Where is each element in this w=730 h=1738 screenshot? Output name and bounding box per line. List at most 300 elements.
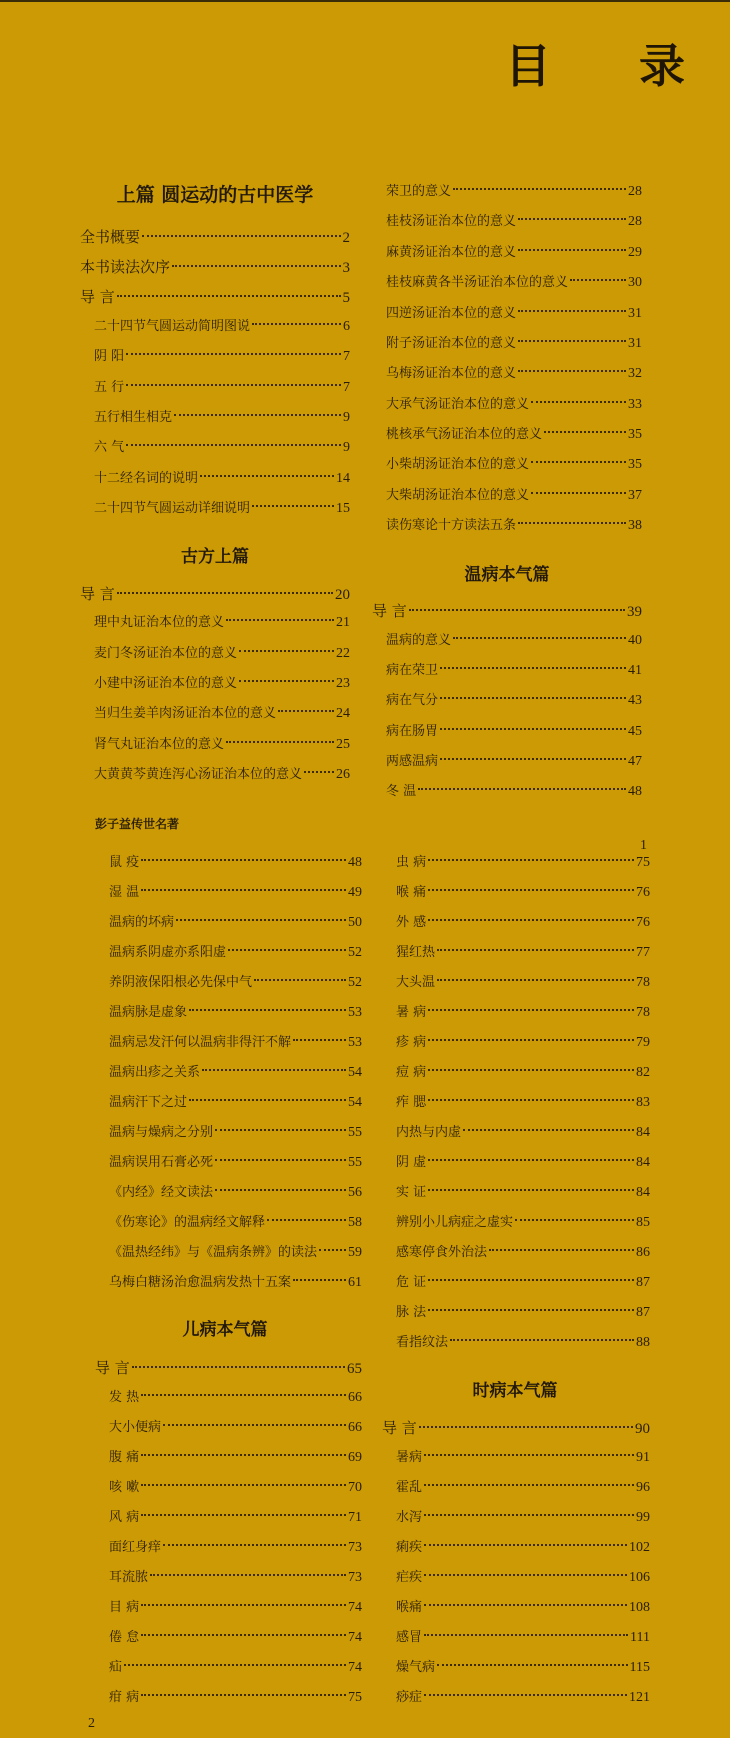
toc-entry[interactable] [396, 1182, 650, 1204]
dot-leader [189, 1099, 346, 1101]
toc-entry-title: 湿 温 [109, 885, 140, 900]
toc-entry-page: 76 [636, 885, 650, 900]
top-border [0, 0, 730, 2]
toc-entry-title: 疳 病 [109, 1690, 140, 1705]
dot-leader [518, 218, 626, 220]
toc-entry-title: 导 言 [80, 585, 115, 603]
toc-entry-title: 温病脉是虚象 [109, 1005, 188, 1020]
dot-leader [252, 505, 334, 507]
dot-leader [141, 1484, 346, 1486]
dot-leader [424, 1484, 634, 1486]
toc-entry-page: 85 [636, 1215, 650, 1230]
toc-entry-title: 病在荣卫 [386, 663, 439, 678]
toc-entry[interactable] [109, 1182, 362, 1204]
toc-entry-page: 20 [335, 587, 350, 603]
toc-entry[interactable] [396, 1302, 650, 1324]
toc-entry[interactable] [109, 1567, 362, 1589]
toc-entry-page: 7 [343, 349, 350, 364]
toc-entry[interactable] [386, 485, 642, 507]
toc-entry-title: 大承气汤证治本位的意义 [386, 397, 530, 412]
toc-entry-title: 咳 嗽 [109, 1480, 140, 1495]
dot-leader [489, 1249, 634, 1251]
dot-leader [239, 650, 334, 652]
toc-entry[interactable] [396, 1597, 650, 1619]
toc-entry-title: 外 感 [396, 915, 427, 930]
toc-entry-title: 暑 病 [396, 1005, 427, 1020]
toc-entry-page: 90 [635, 1421, 650, 1437]
toc-entry[interactable] [396, 1627, 650, 1649]
toc-entry-title: 辨别小儿病症之虚实 [396, 1215, 514, 1230]
toc-entry-title: 温病系阴虚亦系阳虚 [109, 945, 227, 960]
toc-entry-page: 77 [636, 945, 650, 960]
toc-entry[interactable] [386, 751, 642, 773]
toc-entry-title: 荣卫的意义 [386, 184, 452, 199]
toc-entry[interactable] [109, 1122, 362, 1144]
toc-entry[interactable] [396, 1092, 650, 1114]
toc-entry-page: 99 [636, 1510, 650, 1525]
toc-entry-title: 大柴胡汤证治本位的意义 [386, 488, 530, 503]
toc-entry[interactable] [386, 721, 642, 743]
toc-entry[interactable] [396, 1062, 650, 1084]
page-number-top: 1 [640, 838, 647, 853]
toc-entry-page: 54 [348, 1065, 362, 1080]
dot-leader [409, 609, 625, 611]
toc-entry-page: 96 [636, 1480, 650, 1495]
toc-entry-page: 15 [336, 501, 350, 516]
toc-entry-title: 麻黄汤证治本位的意义 [386, 245, 517, 260]
toc-entry-page: 108 [629, 1600, 650, 1615]
toc-entry-page: 6 [343, 319, 350, 334]
toc-entry[interactable] [396, 1537, 650, 1559]
toc-entry-page: 84 [636, 1125, 650, 1140]
toc-entry-title: 肾气丸证治本位的意义 [94, 737, 225, 752]
toc-entry-title: 耳流脓 [109, 1570, 149, 1585]
dot-leader [428, 1069, 634, 1071]
toc-entry[interactable] [109, 1062, 362, 1084]
dot-leader [126, 353, 341, 355]
toc-entry-page: 50 [348, 915, 362, 930]
toc-entry-page: 84 [636, 1185, 650, 1200]
toc-entry-page: 54 [348, 1095, 362, 1110]
toc-entry-title: 风 病 [109, 1510, 140, 1525]
toc-entry[interactable] [109, 1477, 362, 1499]
toc-entry-title: 全书概要 [80, 228, 141, 246]
toc-entry-page: 59 [348, 1245, 362, 1260]
toc-entry[interactable] [396, 1212, 650, 1234]
toc-entry-page: 52 [348, 945, 362, 960]
toc-entry[interactable] [382, 1417, 650, 1439]
dot-leader [174, 414, 341, 416]
toc-entry-title: 感冒 [396, 1630, 423, 1645]
dot-leader [463, 1129, 634, 1131]
toc-entry-title: 疝 [109, 1660, 123, 1675]
dot-leader [202, 1069, 346, 1071]
toc-entry-title: 痄 腮 [396, 1095, 427, 1110]
toc-entry-page: 37 [628, 488, 642, 503]
toc-entry[interactable] [94, 764, 350, 786]
toc-entry[interactable] [109, 882, 362, 904]
dot-leader [141, 1514, 346, 1516]
toc-entry-title: 冬 温 [386, 784, 417, 799]
toc-entry[interactable] [109, 912, 362, 934]
toc-entry-page: 28 [628, 214, 642, 229]
toc-entry[interactable] [94, 703, 350, 725]
toc-entry-page: 84 [636, 1155, 650, 1170]
toc-entry[interactable] [396, 1122, 650, 1144]
toc-entry-page: 66 [348, 1390, 362, 1405]
dot-leader [117, 592, 333, 594]
toc-entry-page: 49 [348, 885, 362, 900]
dot-leader [304, 771, 334, 773]
toc-entry[interactable] [109, 1152, 362, 1174]
dot-leader [518, 522, 626, 524]
toc-entry-page: 39 [627, 604, 642, 620]
toc-entry-title: 腹 痛 [109, 1450, 140, 1465]
toc-entry-page: 45 [628, 724, 642, 739]
toc-entry-title: 内热与内虚 [396, 1125, 462, 1140]
dot-leader [450, 1339, 634, 1341]
toc-entry[interactable] [94, 377, 350, 399]
toc-entry-title: 附子汤证治本位的意义 [386, 336, 517, 351]
toc-entry[interactable] [94, 612, 350, 634]
toc-entry[interactable] [109, 1597, 362, 1619]
dot-leader [428, 1279, 634, 1281]
toc-entry-title: 痧症 [396, 1690, 423, 1705]
toc-entry[interactable] [109, 1687, 362, 1709]
toc-entry-page: 79 [636, 1035, 650, 1050]
dot-leader [141, 859, 346, 861]
toc-entry[interactable] [386, 272, 642, 294]
toc-entry-title: 温病的意义 [386, 633, 452, 648]
section-heading: 古方上篇 [181, 547, 249, 567]
dot-leader [428, 859, 634, 861]
toc-entry[interactable] [386, 394, 642, 416]
toc-entry[interactable] [94, 316, 350, 338]
toc-entry[interactable] [94, 734, 350, 756]
toc-entry-page: 61 [348, 1275, 362, 1290]
dot-leader [252, 323, 341, 325]
toc-entry-title: 四逆汤证治本位的意义 [386, 306, 517, 321]
toc-entry[interactable] [109, 1537, 362, 1559]
toc-entry-page: 52 [348, 975, 362, 990]
toc-entry-title: 感寒停食外治法 [396, 1245, 488, 1260]
toc-entry-title: 两感温病 [386, 754, 439, 769]
toc-entry-page: 74 [348, 1600, 362, 1615]
dot-leader [428, 1009, 634, 1011]
dot-leader [424, 1454, 634, 1456]
toc-entry-page: 78 [636, 1005, 650, 1020]
toc-entry[interactable] [109, 1002, 362, 1024]
dot-leader [141, 1394, 346, 1396]
toc-entry[interactable] [386, 303, 642, 325]
toc-entry[interactable] [94, 643, 350, 665]
toc-entry-title: 阴 阳 [94, 349, 125, 364]
toc-entry[interactable] [80, 583, 350, 605]
dot-leader [518, 310, 626, 312]
toc-entry[interactable] [109, 1242, 362, 1264]
toc-entry-page: 75 [636, 855, 650, 870]
dot-leader [428, 1039, 634, 1041]
dot-leader [437, 949, 634, 951]
toc-entry-title: 桂枝汤证治本位的意义 [386, 214, 517, 229]
toc-entry-page: 47 [628, 754, 642, 769]
toc-entry[interactable] [109, 1627, 362, 1649]
dot-leader [126, 444, 341, 446]
toc-entry[interactable] [386, 454, 642, 476]
toc-entry-page: 33 [628, 397, 642, 412]
dot-leader [124, 1664, 346, 1666]
toc-entry[interactable] [386, 211, 642, 233]
toc-entry[interactable] [80, 226, 350, 248]
dot-leader [440, 758, 626, 760]
dot-leader [531, 461, 626, 463]
toc-entry[interactable] [396, 1152, 650, 1174]
toc-entry[interactable] [396, 1032, 650, 1054]
toc-entry-title: 虫 病 [396, 855, 427, 870]
toc-entry-page: 66 [348, 1420, 362, 1435]
toc-entry[interactable] [95, 1357, 362, 1379]
dot-leader [531, 401, 626, 403]
toc-entry[interactable] [80, 286, 350, 308]
toc-entry-page: 91 [636, 1450, 650, 1465]
toc-entry[interactable] [396, 1242, 650, 1264]
toc-entry-page: 7 [343, 380, 350, 395]
toc-entry[interactable] [386, 424, 642, 446]
toc-entry-title: 病在气分 [386, 693, 439, 708]
dot-leader [570, 279, 626, 281]
toc-entry-page: 87 [636, 1275, 650, 1290]
toc-entry-page: 78 [636, 975, 650, 990]
toc-entry-title: 水泻 [396, 1510, 423, 1525]
toc-entry-page: 2 [342, 230, 350, 246]
dot-leader [176, 919, 346, 921]
toc-entry-page: 31 [628, 336, 642, 351]
toc-entry[interactable] [396, 912, 650, 934]
toc-entry-title: 阴 虚 [396, 1155, 427, 1170]
toc-entry[interactable] [109, 1387, 362, 1409]
toc-entry[interactable] [396, 1507, 650, 1529]
dot-leader [424, 1604, 627, 1606]
toc-entry[interactable] [94, 407, 350, 429]
toc-entry[interactable] [386, 363, 642, 385]
toc-entry-page: 35 [628, 457, 642, 472]
toc-entry-page: 55 [348, 1125, 362, 1140]
toc-entry-title: 看指纹法 [396, 1335, 449, 1350]
toc-entry[interactable] [396, 1272, 650, 1294]
toc-entry[interactable] [396, 852, 650, 874]
toc-entry-title: 温病的坏病 [109, 915, 175, 930]
toc-entry-title: 温病与燥病之分别 [109, 1125, 214, 1140]
toc-entry[interactable] [109, 1212, 362, 1234]
dot-leader [141, 1694, 346, 1696]
dot-leader [453, 188, 626, 190]
toc-entry-page: 74 [348, 1630, 362, 1645]
toc-entry-title: 疹 病 [396, 1035, 427, 1050]
toc-entry-title: 疟疾 [396, 1570, 423, 1585]
dot-leader [163, 1424, 346, 1426]
toc-entry-title: 乌梅白糖汤治愈温病发热十五案 [109, 1275, 292, 1290]
toc-entry[interactable] [396, 1332, 650, 1354]
toc-entry-title: 大小便病 [109, 1420, 162, 1435]
toc-entry-title: 当归生姜羊肉汤证治本位的意义 [94, 706, 277, 721]
toc-entry[interactable] [109, 1032, 362, 1054]
toc-entry-title: 猩红热 [396, 945, 436, 960]
toc-entry-page: 40 [628, 633, 642, 648]
dot-leader [424, 1514, 634, 1516]
dot-leader [150, 1574, 346, 1576]
section-heading: 温病本气篇 [464, 565, 550, 585]
toc-entry[interactable] [94, 468, 350, 490]
toc-entry-page: 29 [628, 245, 642, 260]
toc-entry[interactable] [386, 515, 642, 537]
dot-leader [544, 431, 626, 433]
toc-entry[interactable] [396, 1567, 650, 1589]
toc-entry[interactable] [386, 630, 642, 652]
toc-entry-title: 大黄黄芩黄连泻心汤证治本位的意义 [94, 767, 303, 782]
page-number-bottom: 2 [88, 1716, 95, 1731]
dot-leader [239, 680, 334, 682]
toc-entry-page: 70 [348, 1480, 362, 1495]
dot-leader [132, 1366, 345, 1368]
toc-entry[interactable] [396, 1477, 650, 1499]
toc-entry-page: 73 [348, 1570, 362, 1585]
toc-entry[interactable] [396, 882, 650, 904]
dot-leader [226, 741, 334, 743]
toc-entry-page: 87 [636, 1305, 650, 1320]
toc-entry-page: 14 [336, 471, 350, 486]
toc-entry[interactable] [109, 852, 362, 874]
toc-entry[interactable] [386, 781, 642, 803]
toc-entry-title: 《内经》经文读法 [109, 1185, 214, 1200]
toc-entry-title: 发 热 [109, 1390, 140, 1405]
publisher-label: 彭子益传世名著 [95, 817, 180, 831]
toc-entry[interactable] [396, 942, 650, 964]
toc-entry[interactable] [372, 600, 642, 622]
toc-entry-page: 25 [336, 737, 350, 752]
toc-entry-title: 麦门冬汤证治本位的意义 [94, 646, 238, 661]
dot-leader [440, 667, 626, 669]
toc-entry-page: 35 [628, 427, 642, 442]
dot-leader [437, 1664, 628, 1666]
toc-entry-title: 二十四节气圆运动简明图说 [94, 319, 251, 334]
toc-entry[interactable] [109, 1507, 362, 1529]
toc-entry-page: 9 [343, 440, 350, 455]
toc-entry[interactable] [109, 1657, 362, 1679]
toc-entry[interactable] [396, 1687, 650, 1709]
toc-entry-page: 56 [348, 1185, 362, 1200]
toc-entry[interactable] [386, 333, 642, 355]
toc-entry[interactable] [94, 437, 350, 459]
toc-entry-page: 28 [628, 184, 642, 199]
dot-leader [200, 475, 334, 477]
toc-entry-page: 88 [636, 1335, 650, 1350]
toc-entry-title: 温病误用石膏必死 [109, 1155, 214, 1170]
toc-entry[interactable] [386, 690, 642, 712]
toc-entry-title: 暑病 [396, 1450, 423, 1465]
dot-leader [424, 1544, 627, 1546]
dot-leader [215, 1189, 346, 1191]
toc-entry[interactable] [109, 1417, 362, 1439]
dot-leader [418, 788, 626, 790]
dot-leader [424, 1574, 627, 1576]
dot-leader [141, 1604, 346, 1606]
toc-entry-title: 小柴胡汤证治本位的意义 [386, 457, 530, 472]
toc-entry[interactable] [94, 498, 350, 520]
toc-entry-page: 31 [628, 306, 642, 321]
toc-entry[interactable] [396, 972, 650, 994]
toc-entry-title: 病在肠胃 [386, 724, 439, 739]
dot-leader [437, 979, 634, 981]
toc-entry-title: 导 言 [372, 602, 407, 620]
dot-leader [126, 384, 341, 386]
toc-entry-page: 3 [342, 260, 350, 276]
toc-entry-page: 53 [348, 1035, 362, 1050]
toc-entry-page: 82 [636, 1065, 650, 1080]
toc-entry[interactable] [109, 1447, 362, 1469]
dot-leader [226, 619, 334, 621]
toc-entry-page: 43 [628, 693, 642, 708]
dot-leader [189, 1009, 346, 1011]
toc-entry-page: 48 [348, 855, 362, 870]
toc-entry-page: 21 [336, 615, 350, 630]
toc-entry-page: 23 [336, 676, 350, 691]
dot-leader [518, 249, 626, 251]
toc-entry-title: 痘 病 [396, 1065, 427, 1080]
toc-entry-title: 燥气病 [396, 1660, 436, 1675]
dot-leader [254, 979, 346, 981]
toc-entry[interactable] [109, 1092, 362, 1114]
section-heading: 时病本气篇 [472, 1381, 558, 1401]
dot-leader [428, 1099, 634, 1101]
toc-entry[interactable] [386, 181, 642, 203]
dot-leader [293, 1279, 346, 1281]
toc-entry[interactable] [396, 1657, 650, 1679]
toc-entry[interactable] [109, 942, 362, 964]
dot-leader [531, 492, 626, 494]
toc-entry-page: 73 [348, 1540, 362, 1555]
section-heading: 儿病本气篇 [182, 1320, 268, 1340]
toc-entry[interactable] [109, 1272, 362, 1294]
toc-entry[interactable] [396, 1002, 650, 1024]
toc-entry[interactable] [396, 1447, 650, 1469]
toc-entry-title: 乌梅汤证治本位的意义 [386, 366, 517, 381]
dot-leader [428, 1189, 634, 1191]
toc-entry[interactable] [109, 972, 362, 994]
toc-entry-page: 102 [629, 1540, 650, 1555]
dot-leader [293, 1039, 346, 1041]
toc-entry-page: 86 [636, 1245, 650, 1260]
toc-entry-title: 桂枝麻黄各半汤证治本位的意义 [386, 275, 569, 290]
toc-entry-page: 24 [336, 706, 350, 721]
toc-entry-title: 目 病 [109, 1600, 140, 1615]
dot-leader [518, 340, 626, 342]
toc-entry-page: 22 [336, 646, 350, 661]
toc-entry[interactable] [386, 660, 642, 682]
toc-entry-title: 痢疾 [396, 1540, 423, 1555]
toc-entry-title: 喉 痛 [396, 885, 427, 900]
dot-leader [515, 1219, 634, 1221]
toc-entry[interactable] [80, 256, 350, 278]
toc-entry-title: 鼠 疫 [109, 855, 140, 870]
toc-entry-page: 76 [636, 915, 650, 930]
toc-entry[interactable] [94, 346, 350, 368]
toc-entry-title: 养阴液保阳根必先保中气 [109, 975, 253, 990]
toc-entry[interactable] [386, 242, 642, 264]
toc-entry-page: 74 [348, 1660, 362, 1675]
toc-entry-title: 实 证 [396, 1185, 427, 1200]
toc-entry-title: 本书读法次序 [80, 258, 171, 276]
toc-entry[interactable] [94, 673, 350, 695]
